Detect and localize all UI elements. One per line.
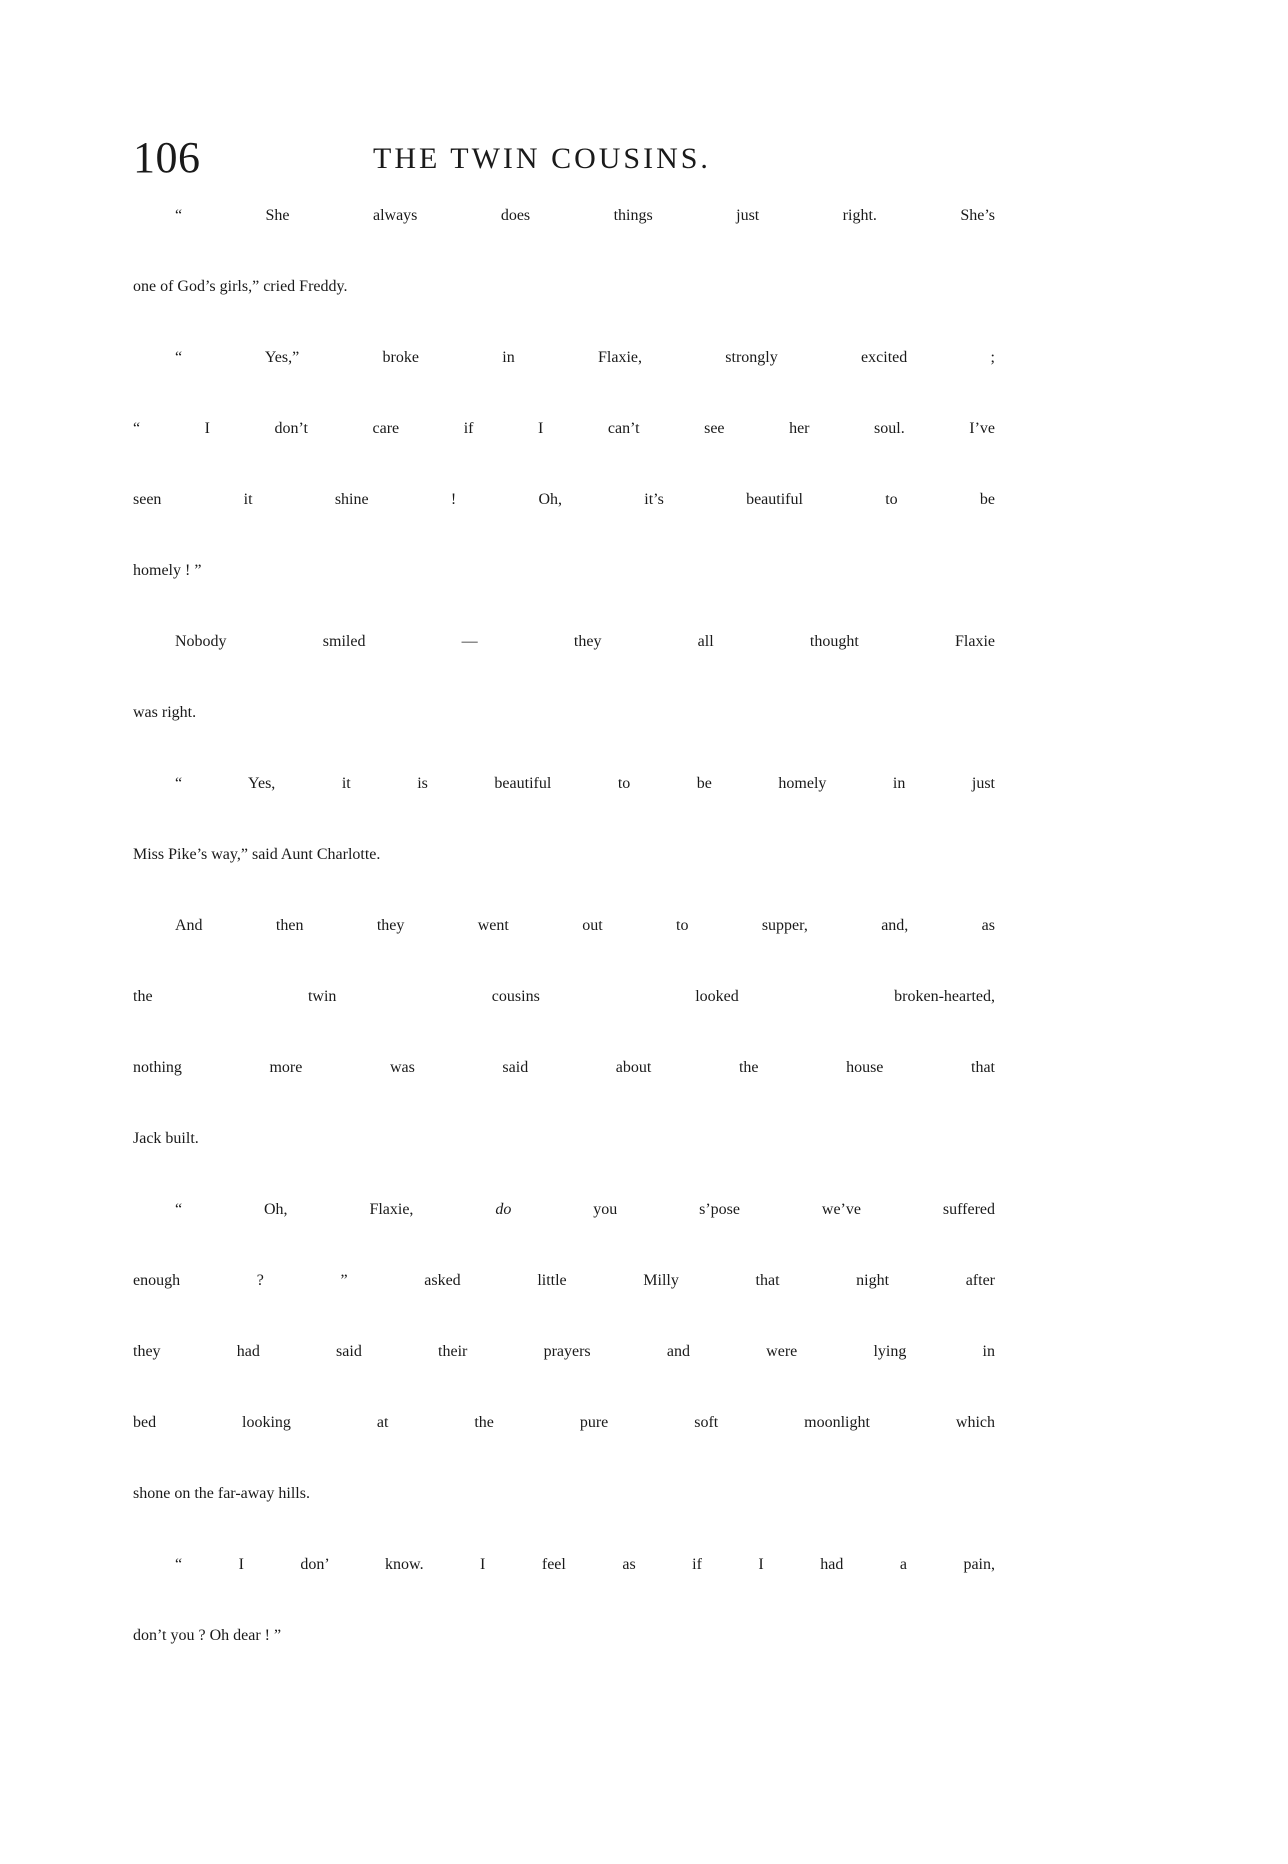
text-line: seen it shine ! Oh, it’s beautiful to be — [133, 491, 995, 508]
text-line-with-italic — [133, 1201, 995, 1272]
text-line: don’t you ? Oh dear ! ” — [133, 1627, 282, 1644]
text-segment: “ Oh, Flaxie, — [175, 1201, 496, 1218]
text-line: “ I don’t care if I can’t see her soul. I’ve — [133, 420, 995, 437]
text-line: one of God’s girls,” cried Freddy. — [133, 278, 348, 295]
text-line: homely ! ” — [133, 562, 202, 579]
text-line: was right. — [133, 704, 197, 721]
text-segment: you s’pose we’ve suffered — [511, 1201, 995, 1218]
text-line: Jack built. — [133, 1130, 199, 1147]
text-line: And then they went out to supper, and, as — [175, 917, 995, 934]
text-line: the twin cousins looked broken-hearted, — [133, 988, 995, 1005]
text-line: Miss Pike’s way,” said Aunt Charlotte. — [133, 846, 381, 863]
text-line: bed looking at the pure soft moonlight which — [133, 1414, 995, 1431]
running-head — [133, 128, 1003, 188]
running-title: THE TWIN COUSINS. — [373, 142, 711, 175]
text-line: nothing more was said about the house that — [133, 1059, 995, 1076]
text-line: “ Yes, it is beautiful to be homely in just — [175, 775, 995, 792]
body-text — [133, 207, 995, 1698]
italic-word: do — [495, 1201, 512, 1218]
text-line: enough ? ” asked little Milly that night after — [133, 1272, 995, 1289]
text-line: “ Yes,” broke in Flaxie, strongly excited ; — [175, 349, 995, 366]
text-line: “ She always does things just right. She’s — [175, 207, 995, 224]
page-number: 106 — [133, 133, 201, 182]
text-line: shone on the far-away hills. — [133, 1485, 310, 1502]
text-line: they had said their prayers and were lying in — [133, 1343, 995, 1360]
text-line: Nobody smiled — they all thought Flaxie — [175, 633, 995, 650]
text-line: “ I don’ know. I feel as if I had a pain, — [175, 1556, 995, 1573]
